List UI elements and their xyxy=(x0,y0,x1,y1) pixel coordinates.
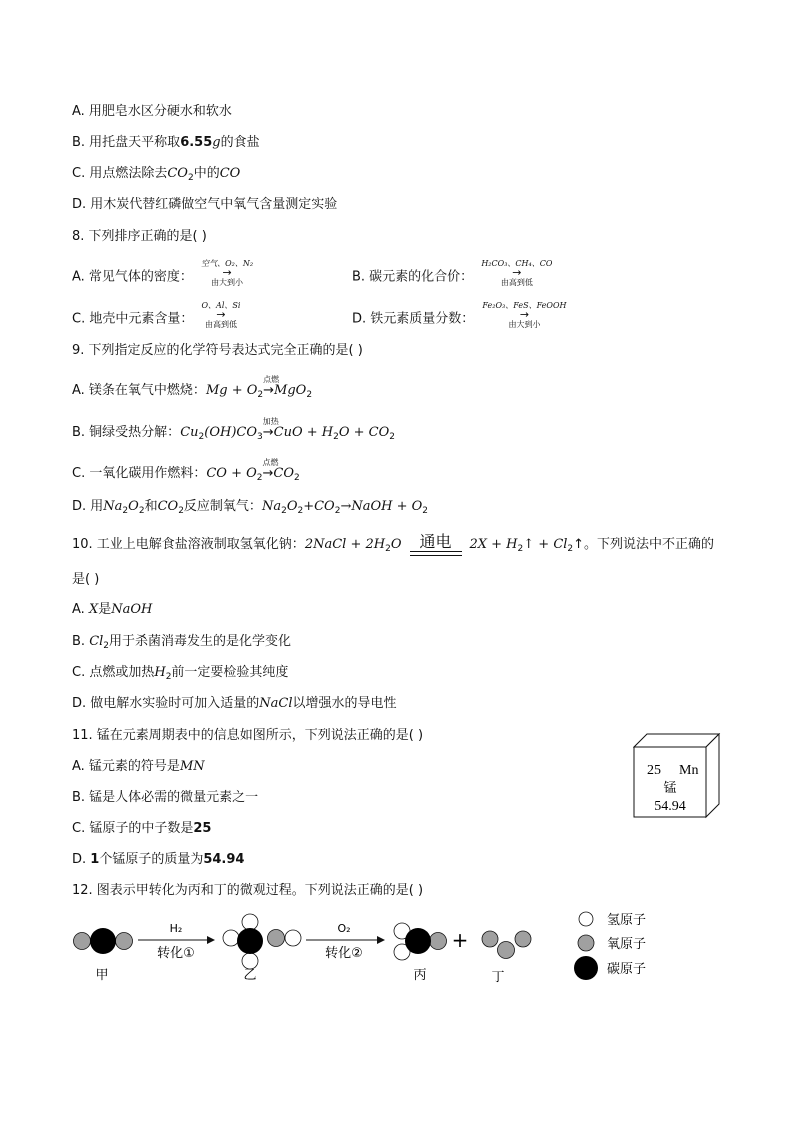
q10-option-a: A. X是NaOH xyxy=(72,602,153,617)
q10-option-c: C. 点燃或加热$H_2$前一定要检验其纯度 xyxy=(72,665,289,682)
element-number: 25 xyxy=(647,763,661,778)
electrolysis-condition: 通电 xyxy=(410,533,462,556)
arrow1-reagent: H₂ xyxy=(169,922,183,935)
q7-option-a: A. 用肥皂水区分硬水和软水 xyxy=(72,104,232,119)
label-ding: 丁 xyxy=(491,970,505,985)
legend-hydrogen-swatch xyxy=(579,912,593,926)
q10-stem-cont: 是( ) xyxy=(72,572,100,587)
q8-option-c: C. 地壳中元素含量： O、Al、Si → 由高到低 xyxy=(72,301,241,329)
q8-option-b: B. 碳元素的化合价： H₂CO₃、CH₄、CO → 由高到低 xyxy=(352,259,553,287)
molecule-jia xyxy=(74,928,133,954)
legend-hydrogen: 氢原子 xyxy=(607,913,647,928)
q7-option-b: B. 用托盘天平称取6.55g的食盐 xyxy=(72,135,260,150)
q8-stem: 8. 下列排序正确的是( ) xyxy=(72,229,207,244)
q7-option-c: C. 用点燃法除去$CO_2$中的CO xyxy=(72,166,241,183)
element-mass: 54.94 xyxy=(654,799,686,814)
q11-option-b: B. 锰是人体必需的微量元素之一 xyxy=(72,790,259,805)
legend-carbon-swatch xyxy=(574,956,598,980)
molecule-ding xyxy=(482,931,531,959)
molecule-yi xyxy=(223,914,301,969)
legend-carbon: 碳原子 xyxy=(607,962,647,977)
plus-sign: + xyxy=(451,928,469,952)
q10-option-b: B. $Cl_2$用于杀菌消毒发生的是化学变化 xyxy=(72,634,292,651)
q7-option-d: D. 用木炭代替红磷做空气中氧气含量测定实验 xyxy=(72,197,338,212)
q9-option-d: D. 用$Na_2O_2$和$CO_2$反应制氧气：$Na_2O_2+CO_2\to NaOH + O_2$ xyxy=(72,499,429,516)
q10-stem: 10. 工业上电解食盐溶液制取氢氧化钠：2NaCl + $2H_2O$ 通电 $2X + H_2↑$ + $Cl_2↑$。下列说法中不正确的 xyxy=(72,532,715,554)
manganese-element-cell xyxy=(633,733,721,823)
legend-oxygen-swatch xyxy=(578,935,594,951)
arrow1-label: 转化① xyxy=(157,946,195,961)
q11-option-d: D. 1个锰原子的质量为54.94 xyxy=(72,852,245,867)
element-symbol: Mn xyxy=(679,763,699,778)
legend-oxygen: 氧原子 xyxy=(607,937,647,952)
molecular-transformation-diagram xyxy=(66,905,666,985)
q10-option-d: D. 做电解水实验时可加入适量的NaCl以增强水的导电性 xyxy=(72,696,397,711)
q9-option-a: A. 镁条在氧气中燃烧：$Mg + O_2$ 点燃 →MgO$_2$ xyxy=(72,375,313,400)
element-cube-drawing xyxy=(633,733,721,819)
label-yi: 乙 xyxy=(243,968,257,983)
legend xyxy=(574,912,646,980)
arrow2-label: 转化② xyxy=(325,946,363,961)
q9-option-b: B. 铜绿受热分解：$Cu_2(OH)CO_3$ 加热 $\to CuO + H_2O + CO_2$ xyxy=(72,417,396,442)
label-bing: 丙 xyxy=(413,968,427,983)
q9-option-c: C. 一氧化碳用作燃料：CO + $O_2$ 点燃 $\to CO_2$ xyxy=(72,458,300,483)
q8-option-d: D. 铁元素质量分数： Fe₂O₃、FeS、FeOOH → 由大到小 xyxy=(352,301,567,329)
q8-option-a: A. 常见气体的密度： 空气、O₂、N₂ → 由大到小 xyxy=(72,259,254,287)
q11-option-a: A. 锰元素的符号是MN xyxy=(72,759,205,774)
arrow2-reagent: O₂ xyxy=(337,922,351,935)
element-name: 锰 xyxy=(663,781,677,796)
molecule-bing xyxy=(394,923,447,960)
q11-option-c: C. 锰原子的中子数是25 xyxy=(72,821,212,836)
q9-stem: 9. 下列指定反应的化学符号表达式完全正确的是( ) xyxy=(72,343,363,358)
q11-stem: 11. 锰在元素周期表中的信息如图所示，下列说法正确的是( ) xyxy=(72,728,424,743)
label-jia: 甲 xyxy=(95,968,109,983)
q12-stem: 12. 图表示甲转化为丙和丁的微观过程。下列说法正确的是( ) xyxy=(72,883,424,898)
